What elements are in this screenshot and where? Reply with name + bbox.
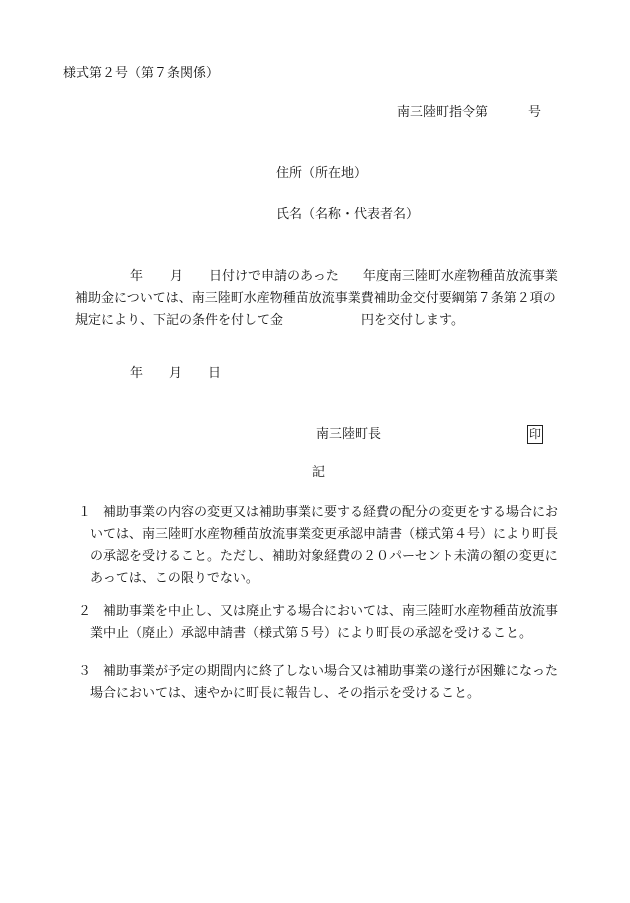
body-year: 年 [130, 269, 144, 284]
name-label: 氏名（名称・代表者名） [276, 207, 420, 222]
body-fiscal-year-text: 年度南三陸町水産物種苗放流事業 [362, 269, 558, 284]
condition-text: 補助事業の内容の変更又は補助事業に要する経費の配分の変更をする場合にお [103, 505, 559, 520]
order-number-suffix: 号 [528, 105, 542, 120]
condition-line: 場合においては、速やかに町長に報告し、その指示を受けること。 [90, 686, 481, 701]
date-month: 月 [169, 366, 183, 381]
condition-number: ３ [78, 664, 92, 679]
condition-line: 業中止（廃止）承認申請書（様式第５号）により町長の承認を受けること。 [90, 626, 533, 641]
condition-text: 補助事業を中止し、又は廃止する場合においては、南三陸町水産物種苗放流事 [103, 604, 559, 619]
condition-2 [78, 601, 578, 645]
body-applied-text: 日付けで申請のあった [209, 269, 339, 284]
condition-line: いては、南三陸町水産物種苗放流事業変更承認申請書（様式第４号）により町長 [90, 527, 559, 542]
body-amount-suffix: 円を交付します。 [361, 313, 464, 328]
condition-3 [78, 661, 578, 705]
date-year: 年 [130, 366, 144, 381]
order-number-prefix: 南三陸町指令第 [397, 105, 489, 120]
condition-1 [78, 502, 578, 590]
body-line-3 [75, 310, 575, 332]
condition-line [78, 502, 578, 524]
order-number-line [397, 106, 541, 119]
grant-notice-paragraph [75, 266, 575, 332]
issue-date [130, 367, 221, 380]
date-day: 日 [208, 366, 222, 381]
body-line-2: 補助金については、南三陸町水産物種苗放流事業費補助金交付要綱第７条第２項の [75, 291, 556, 306]
record-heading: 記 [312, 465, 326, 480]
condition-line: あっては、この限りでない。 [90, 571, 259, 586]
form-number-label: 様式第２号（第７条関係） [63, 66, 220, 81]
condition-number: ２ [78, 604, 92, 619]
condition-text: 補助事業が予定の期間内に終了しない場合又は補助事業の遂行が困難になった [103, 664, 559, 679]
condition-line [78, 601, 578, 623]
condition-line [78, 661, 578, 683]
body-month: 月 [170, 269, 184, 284]
condition-line: の承認を受けること。ただし、補助対象経費の２０パーセント未満の額の変更に [90, 549, 558, 564]
body-amount-prefix: 規定により、下記の条件を付して金 [75, 313, 284, 328]
mayor-title: 南三陸町長 [316, 427, 382, 442]
condition-number: １ [78, 505, 92, 520]
seal-box: 印 [527, 425, 543, 444]
body-line-1 [75, 266, 575, 288]
address-label: 住所（所在地） [276, 166, 368, 181]
